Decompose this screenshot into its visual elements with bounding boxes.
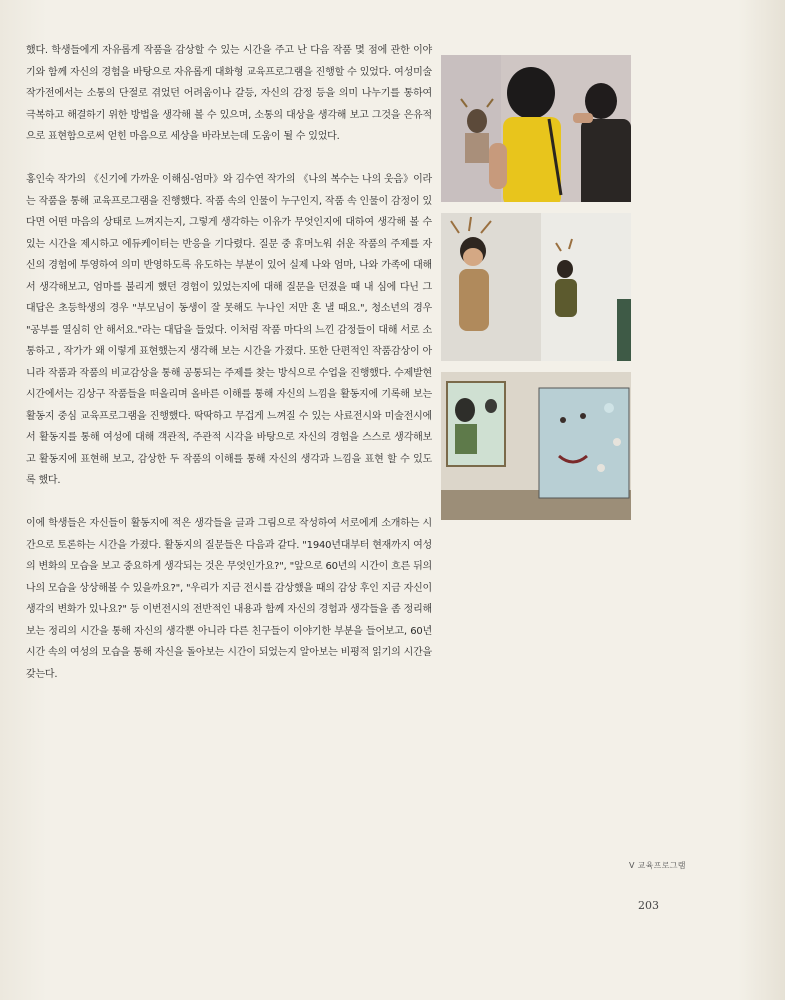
body-paragraph-3: 이에 학생들은 자신들이 활동지에 적은 생각들을 글과 그림으로 작성하여 서로에게 소개하는 시간으로 토론하는 시간을 가졌다. 활동지의 질문들은 다음과 같다. "1940년대부터 현재까지 여성의 변화의 모습을 보고 중요하게 생각되는 것은 무엇인가요?", "앞으로 60년의 시간이 흐른 뒤의 나의 모습을 상상해볼 수 있을까요?", "우리가 지금 전시를 감상했을 때의 감상 후인 지금 자신이 생각의 변화가 있나요?" 등 이번전시의 전반적인 내용과 함께 자신의 경험과 생각들을 좀 정리해보는 정리의 시간을 통해 자신의 생각뿐 아니라 다른 친구들이 이야기한 부분을 들어보고, 60년 시간 속의 여성의 모습을 통해 자신을 돌아보는 시간이 되었는지 알아보는 비평적 읽기의 시간을 갖는다. — [26, 518, 432, 680]
body-paragraph-2: 홍인숙 작가의 《신기에 가까운 이해심-엄마》와 김수연 작가의 《나의 복수는 나의 웃음》이라는 작품을 통해 교육프로그램을 진행했다. 작품 속의 인물이 누구인지, 작품 속 인물이 감정이 있다면 어떤 마음의 상태로 느껴지는지, 그렇게 생각하는 이유가 무엇인지에 대하여 생각해 볼 수 있는 시간을 제시하고 에듀케이터는 반응을 기다렸다. 질문 중 휴머노워 쉬운 작품의 주제를 자신의 경험에 투영하여 의미 반영하도록 유도하는 부분이 있어 실제 나와 엄마, 나와 가족에 대해서 생각해보고, 엄마를 불리게 했던 경험이 있었는지에 대해 질문을 던졌을 때 내 심에 다닌 그 대답은 초등학생의 경우 "부모님이 동생이 잘 못해도 누나인 저만 혼 낼 때요.", 청소년의 경우 "공부를 열심히 안 해서요."라는 대답을 들었다. 이처럼 작품 마다의 느낀 감정들이 대해 서로 소통하고 , 작가가 왜 이렇게 표현했는지 생각해 보는 시간을 가졌다. 또한 단편적인 작품감상이 아니라 작품과 작품의 비교감상을 통해 공통되는 주제를 찾는 방식으로 수업을 진행했다. 수제발현시간에서는 김상구 작품들을 떠올리며 올바른 이해를 통해 자신의 느낌을 활동지에 기록해 보는 활동지 중심 교육프로그램을 진행했다. 딱딱하고 무겁게 느껴질 수 있는 사료전시와 미술전시에서 활동지를 통해 여성에 대해 객관적, 주관적 시각을 바탕으로 자신의 경험을 스스로 생각해보고 활동지에 표현해 보고, 감상한 두 작품의 이해를 통해 자신의 생각과 느낌을 표현 할 수 있도록 했다. — [26, 174, 432, 486]
gallery-paintings-photo — [441, 372, 631, 520]
gallery-visitors-photo — [441, 55, 631, 202]
artwork-figures-photo — [441, 213, 631, 361]
page-number: 203 — [638, 899, 659, 912]
body-text-column — [26, 40, 432, 685]
body-paragraph-1: 했다. 학생들에게 자유롭게 작품을 감상할 수 있는 시간을 주고 난 다음 작품 몇 점에 관한 이야기와 함께 자신의 경험을 바탕으로 자유롭게 대화형 교육프로그램을 진행할 수 있었다. 여성미술작가전에서는 소통의 단절로 겪었던 어려움이나 갈등, 자신의 감정 등을 의미 나누기를 통하여 극복하고 해결하기 위한 방법을 생각해 볼 수 있으며, 소통의 대상을 생각해 보고 그것을 은유적으로 표현함으로써 얻힌 마음으로 세상을 바라보는데 도움이 될 수 있었다. — [26, 45, 432, 142]
section-label: V 교육프로그램 — [629, 861, 686, 870]
